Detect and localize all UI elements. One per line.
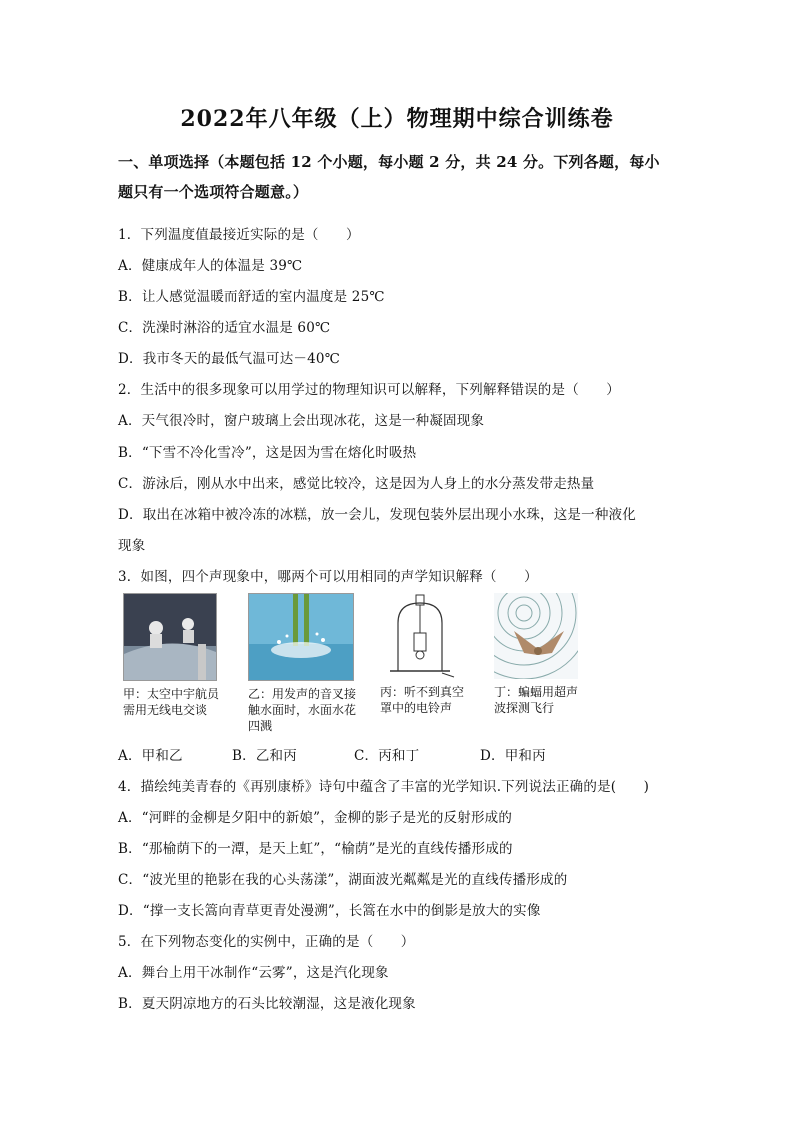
figure-bing-caption: 丙：听不到真空 罩中的电铃声 — [380, 685, 465, 715]
figure-ding-caption: 丁：蝙蝠用超声 波探测飞行 — [494, 685, 579, 715]
q2-stem: 2．生活中的很多现象可以用学过的物理知识可以解释，下列解释错误的是（ ） — [118, 382, 620, 398]
q3-option-b: B．乙和丙 — [232, 748, 297, 764]
q2-option-a: A．天气很冷时，窗户玻璃上会出现冰花，这是一种凝固现象 — [118, 413, 485, 429]
q1-option-b: B．让人感觉温暖而舒适的室内温度是 25℃ — [118, 289, 385, 305]
astronaut-photo — [123, 593, 217, 681]
q2-option-d-cont: 现象 — [118, 538, 146, 554]
q5-option-b: B．夏天阴凉地方的石头比较潮湿，这是液化现象 — [118, 996, 416, 1012]
q2-option-b: B．“下雪不冷化雪冷”，这是因为雪在熔化时吸热 — [118, 445, 417, 461]
figure-jia-caption: 甲：太空中宇航员 需用无线电交谈 — [123, 687, 220, 717]
q3-option-a: A．甲和乙 — [118, 748, 183, 764]
bell-jar-diagram — [380, 593, 460, 679]
q2-option-d: D．取出在冰箱中被冷冻的冰糕，放一会儿，发现包装外层出现小水珠，这是一种液化 — [118, 507, 636, 523]
q3-stem: 3．如图，四个声现象中，哪两个可以用相同的声学知识解释（ ） — [118, 569, 538, 585]
q4-option-d: D．“撑一支长篙向青草更青处漫溯”，长篙在水中的倒影是放大的实像 — [118, 903, 541, 919]
q4-stem: 4．描绘纯美青春的《再别康桥》诗句中蕴含了丰富的光学知识.下列说法正确的是( ) — [118, 779, 650, 795]
figure-ding — [494, 593, 604, 716]
q5-stem: 5．在下列物态变化的实例中，正确的是（ ） — [118, 934, 415, 950]
q2-option-c: C．游泳后，刚从水中出来，感觉比较冷，这是因为人身上的水分蒸发带走热量 — [118, 476, 595, 492]
page-title: 2022年八年级（上）物理期中综合训练卷 — [180, 106, 614, 132]
q3-option-c: C．丙和丁 — [354, 748, 420, 764]
q4-option-c: C．“波光里的艳影在我的心头荡漾”，湖面波光粼粼是光的直线传播形成的 — [118, 872, 568, 888]
section-heading-line2: 题只有一个选项符合题意。） — [118, 183, 309, 201]
figure-yi-caption: 乙：用发声的音叉接 触水面时，水面水花 四溅 — [248, 687, 357, 733]
q1-option-c: C．洗澡时淋浴的适宜水温是 60℃ — [118, 320, 331, 336]
figure-yi — [248, 593, 383, 734]
q1-stem: 1．下列温度值最接近实际的是（ ） — [118, 227, 360, 243]
tuning-fork-water-photo — [248, 593, 354, 681]
section-heading-line1: 一、单项选择（本题包括 12 个小题，每小题 2 分，共 24 分。下列各题，每小 — [118, 153, 660, 171]
q3-option-d: D．甲和丙 — [480, 748, 546, 764]
q1-option-a: A．健康成年人的体温是 39℃ — [118, 258, 303, 274]
figure-bing — [380, 593, 490, 716]
q4-option-b: B．“那榆荫下的一潭，是天上虹”，“榆荫”是光的直线传播形成的 — [118, 841, 513, 857]
bat-ultrasound-diagram — [494, 593, 578, 679]
q1-option-d: D．我市冬天的最低气温可达－40℃ — [118, 351, 341, 367]
q5-option-a: A．舞台上用干冰制作“云雾”，这是汽化现象 — [118, 965, 389, 981]
q4-option-a: A．“河畔的金柳是夕阳中的新娘”，金柳的影子是光的反射形成的 — [118, 810, 513, 826]
figure-jia — [123, 593, 243, 718]
